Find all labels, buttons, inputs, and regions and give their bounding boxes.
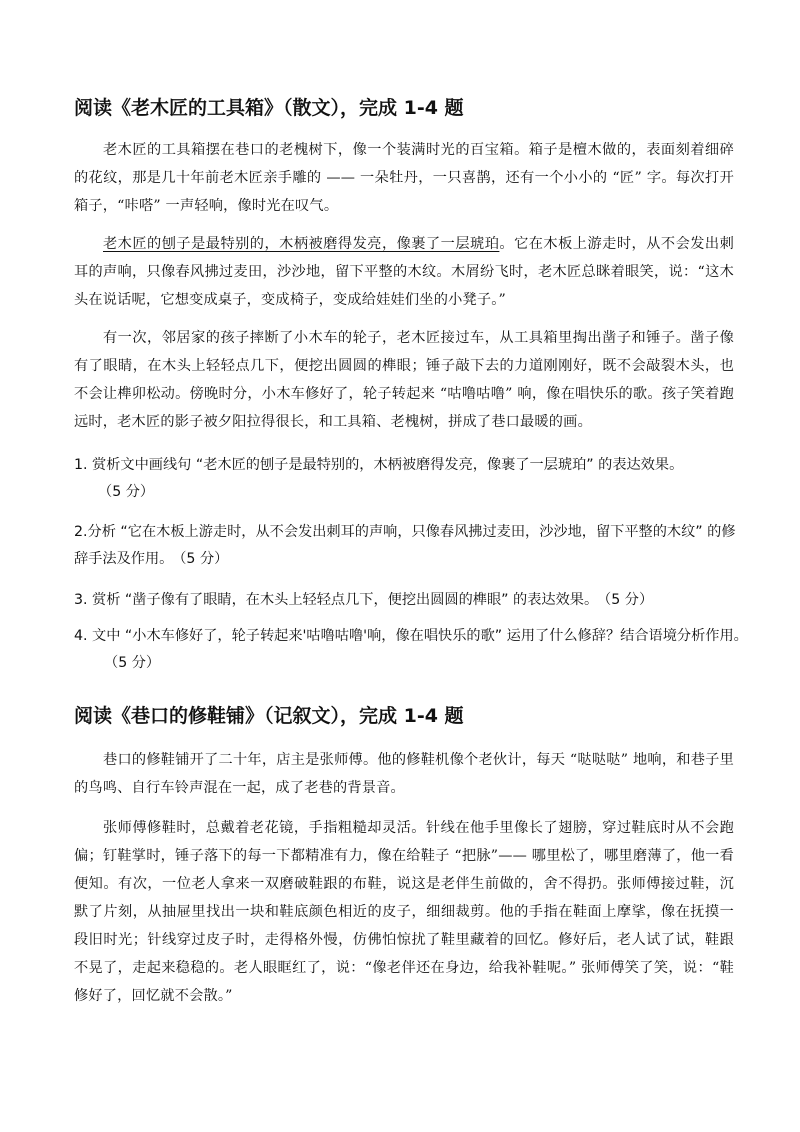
question-1-score: （5 分）	[98, 484, 155, 500]
question-3	[74, 587, 740, 614]
question-3-text: 3. 赏析 “凿子像有了眼睛，在木头上轻轻点几下，便挖出圆圆的榫眼” 的表达效果。	[74, 592, 599, 608]
section1-paragraph-2-rest: 。它在木板上游走时，从不会发出刺耳的声响，只像春风拂过麦田，沙沙地，留下平整的木纹。木屑纷飞时，老木匠总眯着眼笑，说：“这木头在说话呢，它想变成桌子，变成椅子，变成给娃娃们坐的小凳子。”	[74, 236, 734, 308]
question-4	[74, 623, 764, 677]
question-1	[74, 452, 764, 506]
question-4-text: 4. 文中 “小木车修好了，轮子转起来'咕噜咕噜'响，像在唱快乐的歌” 运用了什么修辞？结合语境分析作用。	[74, 628, 748, 644]
section1-heading: 阅读《老木匠的工具箱》（散文），完成 1-4 题	[74, 97, 464, 119]
question-1-text: 1. 赏析文中画线句 “老木匠的刨子是最特别的，木柄被磨得发亮，像裹了一层琥珀” 的表达效果。	[74, 457, 684, 473]
section2-paragraph-1: 巷口的修鞋铺开了二十年，店主是张师傅。他的修鞋机像个老伙计，每天 “哒哒哒” 地响，和巷子里的鸟鸣、自行车铃声混在一起，成了老巷的背景音。	[74, 752, 734, 796]
question-3-score: （5 分）	[604, 592, 654, 608]
underlined-sentence: 老木匠的刨子是最特别的，木柄被磨得发亮，像裹了一层琥珀	[103, 236, 500, 252]
section2-heading: 阅读《巷口的修鞋铺》（记叙文），完成 1-4 题	[74, 705, 464, 727]
section1-paragraph-2	[74, 230, 734, 314]
section1-paragraph-3: 有一次，邻居家的孩子摔断了小木车的轮子，老木匠接过车，从工具箱里掏出凿子和锤子。凿子像有了眼睛，在木头上轻轻点几下，便挖出圆圆的榫眼；锤子敲下去的力道刚刚好，既不会敲裂木头，也不会让榫卯松动。傍晚时分，小木车修好了，轮子转起来 “咕噜咕噜” 响，像在唱快乐的歌。孩子笑着跑远时，老木匠的影子被夕阳拉得很长，和工具箱、老槐树，拼成了巷口最暖的画。	[74, 330, 734, 430]
question-4-score: （5 分）	[104, 655, 161, 671]
question-2-score: （5 分）	[179, 551, 229, 567]
section2-paragraph-2: 张师傅修鞋时，总戴着老花镜，手指粗糙却灵活。针线在他手里像长了翅膀，穿过鞋底时从不会跑偏；钉鞋掌时，锤子落下的每一下都精准有力，像在给鞋子 “把脉”—— 哪里松了，哪里磨薄了，他一看便知。有次，一位老人拿来一双磨破鞋跟的布鞋，说这是老伴生前做的，舍不得扔。张师傅接过鞋，沉默了片刻，从抽屉里找出一块和鞋底颜色相近的皮子，细细裁剪。他的手指在鞋面上摩挲，像在抚摸一段旧时光；针线穿过皮子时，走得格外慢，仿佛怕惊扰了鞋里藏着的回忆。修好后，老人试了试，鞋跟不晃了，走起来稳稳的。老人眼眶红了，说：“像老伴还在身边，给我补鞋呢。” 张师傅笑了笑，说：“鞋修好了，回忆就不会散。”	[74, 820, 734, 1004]
question-2	[74, 519, 740, 573]
section1-paragraph-1: 老木匠的工具箱摆在巷口的老槐树下，像一个装满时光的百宝箱。箱子是檀木做的，表面刻着细碎的花纹，那是几十年前老木匠亲手雕的 —— 一朵牡丹，一只喜鹊，还有一个小小的 “匠” 字。每次打开箱子，“咔嗒” 一声轻响，像时光在叹气。	[74, 142, 734, 214]
question-2-text: 2.分析 “它在木板上游走时，从不会发出刺耳的声响，只像春风拂过麦田，沙沙地，留下平整的木纹” 的修辞手法及作用。	[74, 524, 736, 567]
